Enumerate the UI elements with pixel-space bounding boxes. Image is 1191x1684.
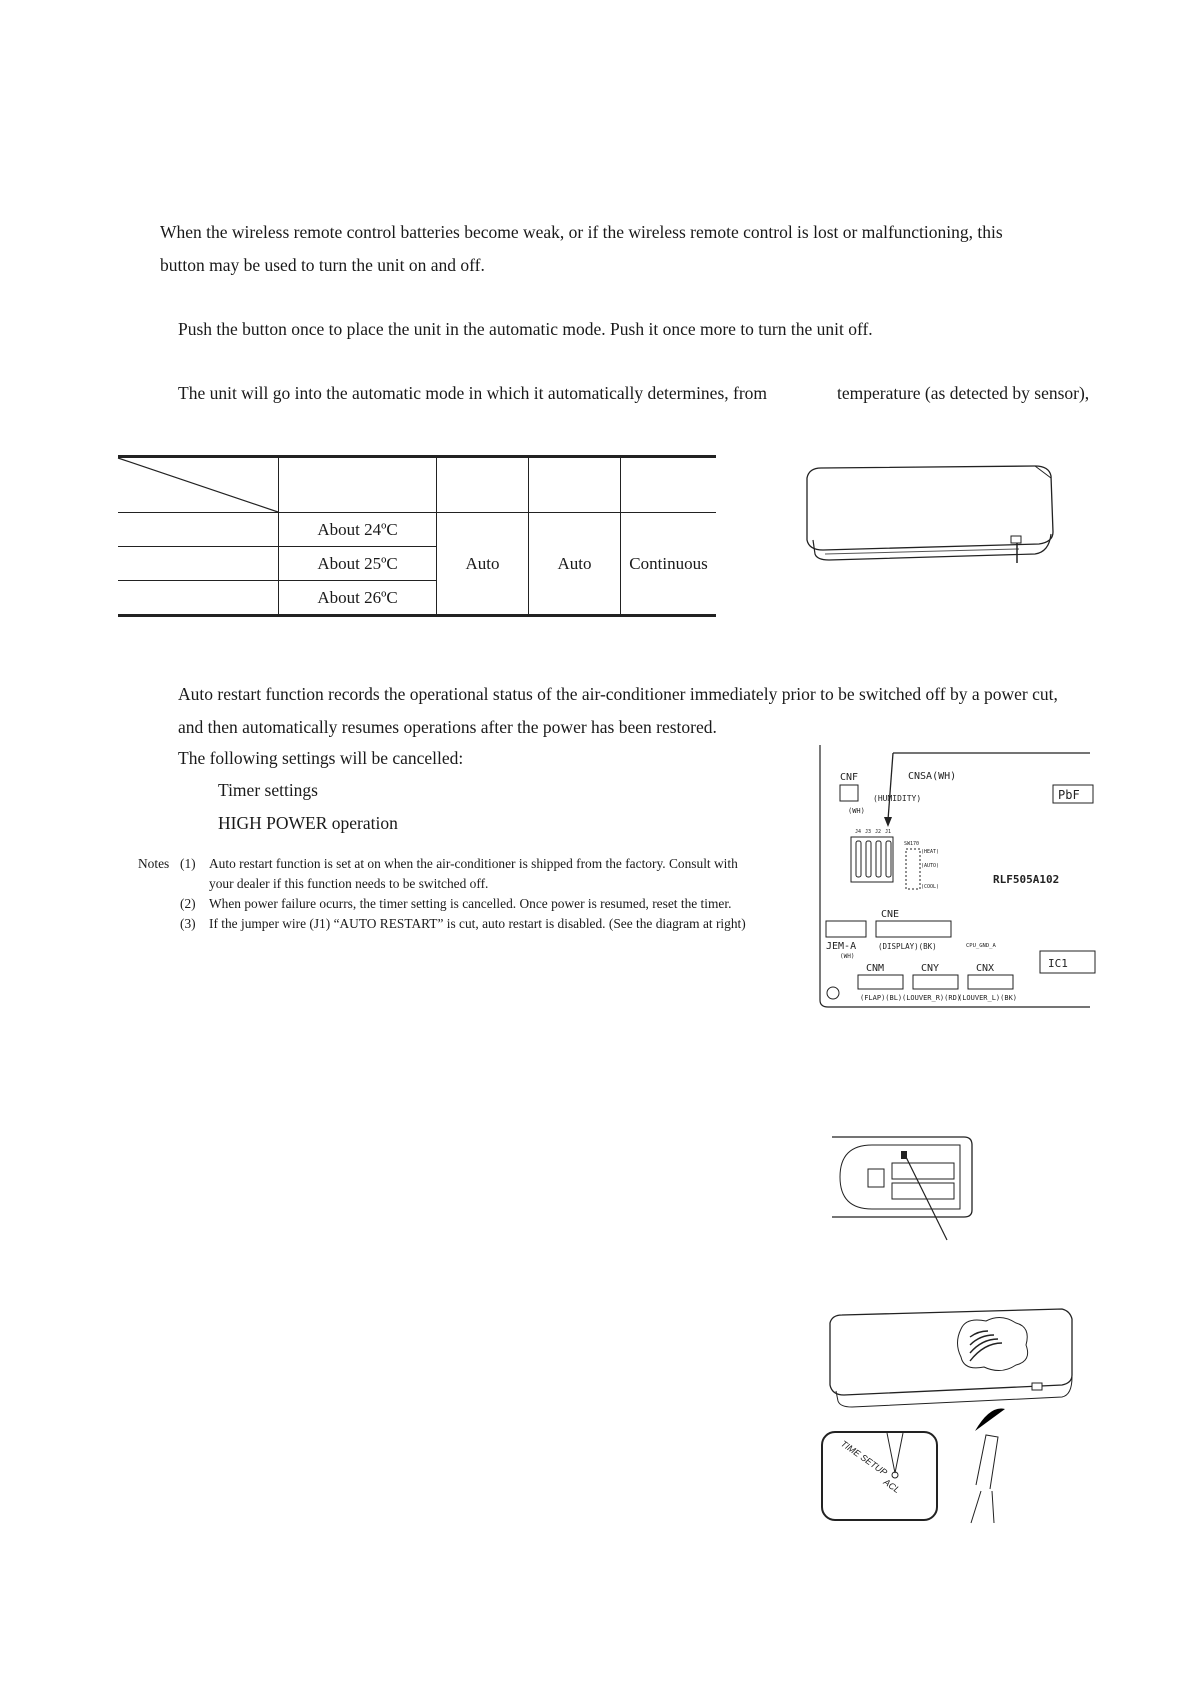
pcb-label: (LOUVER_L)(BK) (958, 994, 1018, 1002)
jumper-label: J4 (855, 829, 862, 835)
notes-label: Notes (138, 856, 170, 871)
pcb-label: (COOL) (921, 884, 940, 890)
temp-cell: About 25ºC (279, 547, 437, 581)
pcb-cny-label: CNY (921, 963, 940, 974)
table-bottom-rule (118, 614, 716, 617)
pcb-label: (HEAT) (921, 849, 940, 855)
pcb-pbf-label: PbF (1058, 788, 1080, 802)
intro-line-1: When the wireless remote control batteries become weak, or if the wireless remote control is lost or malfunctioning, this (160, 222, 1003, 242)
intro-line-2: button may be used to turn the unit on and off. (160, 255, 485, 275)
timer-cell: Continuous (621, 513, 717, 615)
note-text: your dealer if this function needs to be switched off. (209, 876, 489, 891)
time-setup-label: TIME SETUP (839, 1438, 889, 1478)
jumper-label: J1 (885, 829, 892, 835)
pcb-label: (WH) (840, 953, 855, 960)
pcb-cnf-label: CNF (840, 772, 859, 783)
pcb-diagram (818, 745, 1093, 1020)
pcb-cnm-label: CNM (866, 963, 885, 974)
jumper-label: J2 (875, 829, 882, 835)
pen-tip-icon (883, 1433, 913, 1481)
auto-restart-line-3: The following settings will be cancelled: (178, 748, 464, 768)
acl-button-label: ACL (881, 1476, 902, 1496)
diagonal-header-cell (118, 456, 279, 513)
pcb-cnx-label: CNX (976, 963, 995, 974)
pcb-board-label: RLF505A102 (993, 873, 1060, 886)
note-text: When power failure ocurrs, the timer setting is cancelled. Once power is resumed, reset the timer. (209, 896, 732, 911)
pcb-label: (DISPLAY)(BK) (878, 942, 937, 951)
pcb-label: SW170 (904, 841, 920, 847)
pcb-label: CPU_GND_A (966, 943, 996, 949)
note-text: Auto restart function is set at on when the air-conditioner is shipped from the factory. Consult with (209, 856, 738, 871)
auto-mode-text-a: The unit will go into the automatic mode in which it automatically determines, from (178, 383, 768, 403)
auto-mode-text-b: temperature (as detected by sensor), (837, 383, 1090, 403)
auto-restart-line-1: Auto restart function records the operational status of the air-conditioner immediately prior to be switched off by a power cut, (178, 684, 1058, 704)
push-instruction: Push the button once to place the unit in the automatic mode. Push it once more to turn the unit off. (178, 319, 873, 339)
pcb-jema-label: JEM-A (826, 941, 857, 952)
note-number: (1) (180, 856, 196, 871)
pcb-label: (LOUVER_R)(RD) (902, 994, 962, 1002)
table-header-row (118, 456, 716, 513)
fan-cell: Auto (437, 513, 529, 615)
temp-cell: About 24ºC (279, 513, 437, 547)
table-row (118, 513, 716, 547)
note-number: (2) (180, 896, 196, 911)
temp-cell: About 26ºC (279, 581, 437, 615)
pcb-cnsa-label: CNSA(WH) (908, 771, 957, 782)
cancelled-item: Timer settings (218, 780, 318, 800)
pcb-cne-label: CNE (881, 909, 900, 920)
cancelled-item: HIGH POWER operation (218, 813, 398, 833)
note-text: If the jumper wire (J1) “AUTO RESTART” is cut, auto restart is disabled. (See the diagram at right) (209, 916, 746, 931)
mode-table (118, 456, 716, 614)
auto-restart-line-2: and then automatically resumes operations after the power has been restored. (178, 717, 717, 737)
remote-battery-compartment (832, 1135, 982, 1245)
flap-cell: Auto (529, 513, 621, 615)
pcb-label: (FLAP)(BL) (860, 994, 903, 1002)
pcb-label: (WH) (848, 807, 865, 815)
pcb-label: (AUTO) (921, 863, 940, 869)
note-number: (3) (180, 916, 196, 931)
pcb-ic1-label: IC1 (1048, 957, 1068, 970)
jumper-label: J3 (865, 829, 872, 835)
remote-button-callout (821, 1431, 938, 1521)
indoor-unit-illustration (799, 464, 1055, 564)
pcb-label: (HUMIDITY) (873, 794, 922, 803)
